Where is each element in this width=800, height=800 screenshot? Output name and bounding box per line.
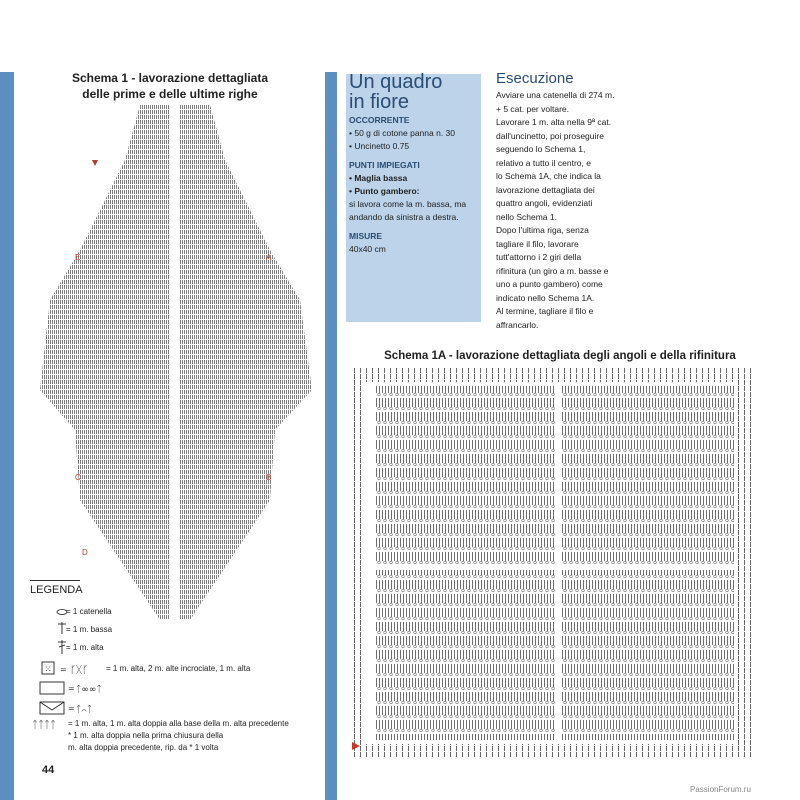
legend-rule (30, 580, 80, 581)
crossed-stitch-icon: ᚴᚷᚴ (70, 665, 88, 676)
execution-line: nello Schema 1. (496, 211, 557, 222)
schema1-title-line2: delle prime e delle ultime righe (82, 87, 258, 101)
border-bottom (352, 744, 752, 758)
legend-item-double: = 1 m. alta (66, 643, 104, 652)
left-accent-bar (0, 72, 14, 800)
middle-accent-bar (325, 72, 337, 800)
execution-line: affrancarlo. (496, 319, 539, 330)
envelope-box-icon (40, 702, 64, 714)
quadrant-bottom-right (562, 570, 734, 740)
quadrant-top-left (376, 386, 556, 566)
execution-line: rifinitura (un giro a m. basse e (496, 265, 609, 276)
border-top (352, 368, 752, 382)
marker-c: C (75, 473, 81, 482)
schema1-diagram (30, 100, 320, 630)
legend-item-single: = 1 m. bassa (66, 625, 113, 634)
execution-line: dall'uncinetto, poi proseguire (496, 130, 604, 141)
marker-d: D (82, 548, 88, 557)
svg-text:=: = (68, 684, 75, 693)
execution-line: + 5 cat. per voltare. (496, 103, 569, 114)
punti-description: si lavora come la m. bassa, ma andando da sinistra a destra. (349, 199, 467, 222)
execution-line: tagliare il filo, lavorare (496, 238, 579, 249)
svg-text:=: = (68, 704, 75, 713)
marker-a: A (266, 253, 272, 262)
arch-icon: ᛏ⌒ᛏ (76, 705, 93, 715)
execution-line: uno a punto gambero) come (496, 279, 603, 289)
legend-item-cluster-line1: = 1 m. alta, 1 m. alta doppia alla base della m. alta precedente (68, 719, 289, 728)
execution-line: Lavorare 1 m. alta nella 9ª cat. (496, 117, 612, 127)
schema1-title-line1: Schema 1 - lavorazione dettagliata (71, 71, 269, 85)
marker-b: B (266, 473, 272, 482)
legend-item-crossed: = 1 m. alta, 2 m. alte incrociate, 1 m. alta (106, 664, 251, 673)
execution-line: quattro angoli, evidenziati (496, 198, 593, 208)
occorrente-item: • Uncinetto 0.75 (349, 141, 410, 151)
schema1-right-half (180, 105, 312, 620)
punti-item: • Punto gambero: (349, 186, 420, 196)
quadrant-bottom-left (376, 570, 556, 740)
border-left (352, 368, 366, 758)
svg-text:=: = (60, 665, 67, 674)
marker-e: E (75, 253, 81, 262)
border-right (738, 368, 752, 758)
info-content (349, 114, 481, 256)
execution-line: Al termine, tagliare il filo e (496, 306, 594, 316)
watermark: PassionForum.ru (690, 785, 751, 794)
schema1a-diagram (352, 368, 752, 758)
schema1a-title: Schema 1A - lavorazione dettagliata degli angoli e della rifinitura (384, 350, 736, 362)
execution-line: Dopo l'ultima riga, senza (496, 225, 589, 235)
execution-text (496, 89, 631, 332)
svg-text:⁙: ⁙ (44, 665, 52, 675)
schema1-title (40, 70, 300, 102)
execution-line: seguendo lo Schema 1, (496, 144, 586, 154)
legend-item-cluster-line3: m. alta doppia precedente, rip. da * 1 volta (68, 743, 219, 752)
execution-line: relativo a tutto il centro, e (496, 157, 591, 168)
project-title-line1: Un quadro (349, 71, 443, 93)
execution-title: Esecuzione (496, 70, 574, 87)
project-title-line2: in fiore (349, 91, 410, 113)
legend-title: LEGENDA (30, 584, 83, 596)
cluster-icon: ᛏᛏᛏᛏ (32, 720, 56, 731)
occorrente-item: • 50 g di cotone panna n. 30 (349, 128, 456, 138)
misure-value: 40x40 cm (349, 244, 386, 254)
mesh-icon: ᛏ∞∞ᛏ (76, 685, 102, 695)
misure-heading: MISURE (349, 231, 383, 241)
punti-heading: PUNTI IMPIEGATI (349, 160, 420, 170)
legend-item-chain: = 1 catenella (66, 607, 112, 616)
occorrente-heading: OCCORRENTE (349, 115, 410, 125)
punti-item: • Maglia bassa (349, 173, 408, 183)
execution-line: tutt'attorno i 2 giri della (496, 252, 582, 262)
execution-line: lo Schema 1A, che indica la (496, 171, 601, 181)
schema1-left-half (40, 105, 170, 620)
quadrant-top-right (562, 386, 734, 566)
execution-line: Avviare una catenella di 274 m. (496, 90, 615, 100)
marker-arrow (92, 160, 98, 166)
project-title (349, 72, 479, 112)
execution-line: indicato nello Schema 1A. (496, 292, 595, 303)
legend-item-cluster-line2: * 1 m. alta doppia nella prima chiusura della (68, 731, 224, 740)
empty-box-icon (40, 682, 64, 694)
page-number: 44 (42, 764, 55, 776)
execution-line: lavorazione dettagliata dei (496, 184, 595, 195)
